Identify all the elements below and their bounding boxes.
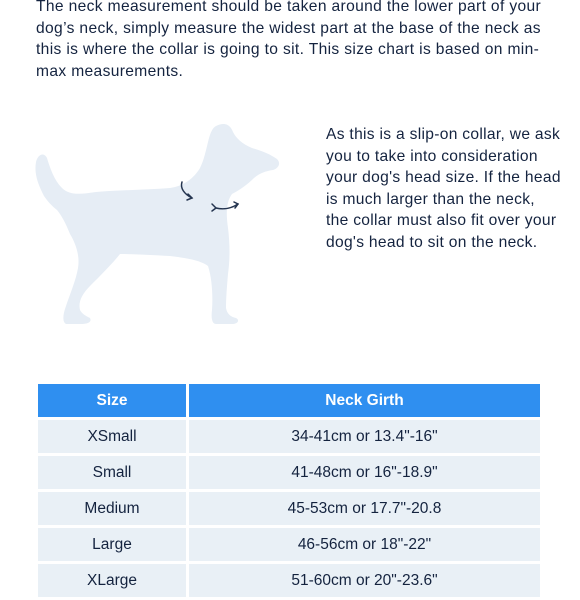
size-cell: XSmall — [38, 420, 186, 453]
table-row — [38, 456, 540, 489]
table-row — [38, 528, 540, 561]
size-cell: Medium — [38, 492, 186, 525]
table-row — [38, 492, 540, 525]
neck-girth-cell: 51-60cm or 20"-23.6" — [186, 564, 540, 597]
intro-paragraph: The neck measurement should be taken around the lower part of your dog’s neck, simply measure the widest part at the base of the neck as this is where the collar is going to sit. This size chart is based on min-max measurements. — [36, 0, 542, 80]
dog-illustration — [30, 118, 290, 333]
neck-girth-column-header: Neck Girth — [186, 384, 540, 417]
slip-on-collar-note: As this is a slip-on collar, we ask you to take into consideration your dog's head size. If the head is much larger than the neck, the collar must also fit over your dog's head to sit on the neck. — [326, 126, 561, 251]
neck-girth-cell: 34-41cm or 13.4"-16" — [186, 420, 540, 453]
table-row — [38, 420, 540, 453]
size-cell: XLarge — [38, 564, 186, 597]
dog-body-shape — [35, 124, 279, 324]
table-header-row — [38, 384, 540, 417]
size-chart-table — [38, 381, 540, 600]
neck-girth-cell: 41-48cm or 16"-18.9" — [186, 456, 540, 489]
size-column-header: Size — [38, 384, 186, 417]
dog-silhouette-icon — [30, 118, 290, 333]
size-cell: Large — [38, 528, 186, 561]
neck-girth-cell: 45-53cm or 17.7"-20.8 — [186, 492, 540, 525]
table-row — [38, 564, 540, 597]
neck-girth-cell: 46-56cm or 18"-22" — [186, 528, 540, 561]
size-cell: Small — [38, 456, 186, 489]
